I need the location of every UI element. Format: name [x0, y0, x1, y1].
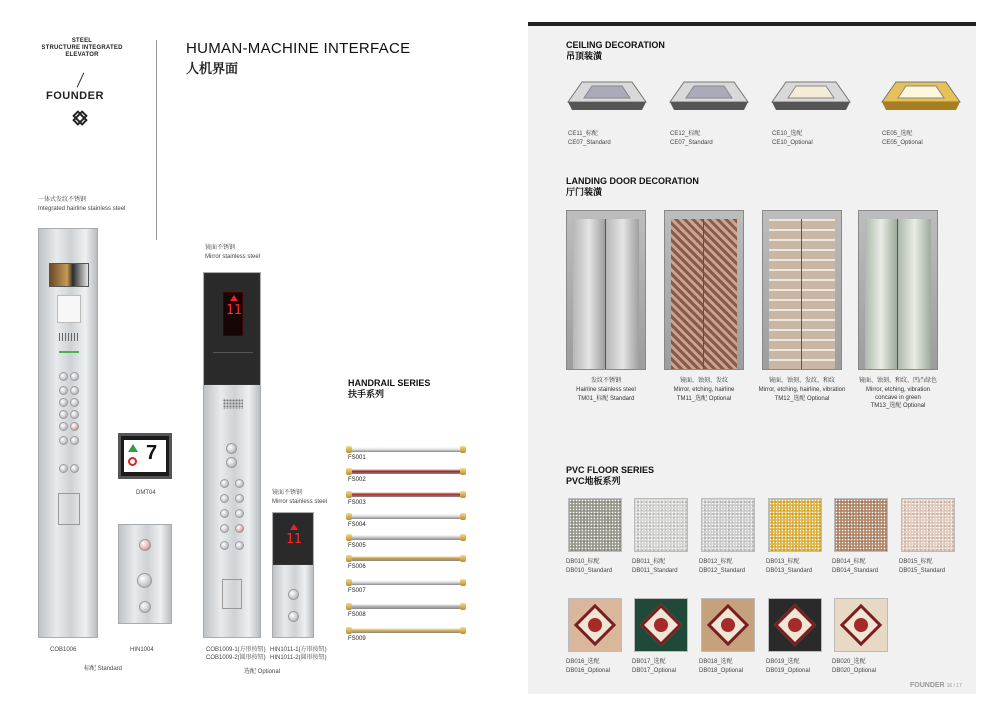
- hin1011-panel: [272, 512, 314, 638]
- handrail-code: FS005: [348, 543, 366, 549]
- landing-door-sample: [566, 210, 646, 370]
- floor-button[interactable]: [70, 410, 79, 419]
- page-title-cn: 人机界面: [186, 61, 239, 76]
- pvc-tile: [568, 498, 622, 552]
- door-en: Mirror, etching, vibration: [865, 387, 931, 393]
- pvc-code: DB018_选配: [699, 659, 733, 665]
- up-arrow-icon: [230, 295, 238, 301]
- no-smoking-icon: [128, 457, 137, 466]
- speaker-grille: [223, 399, 243, 409]
- handrail-title-cn: 扶手系列: [348, 389, 385, 399]
- pvc-sub: DB013_Standard: [766, 568, 813, 574]
- hall-down-button[interactable]: [139, 601, 151, 613]
- handrail-code: FS002: [348, 477, 366, 483]
- floor-button[interactable]: [70, 372, 79, 381]
- ceiling-title-cn: 吊顶装潢: [566, 51, 603, 61]
- ceiling-code: CE05_选配: [882, 131, 913, 137]
- cob1009-panel: [203, 272, 261, 638]
- door-cn: 镜面、蚀刻、发纹: [679, 378, 728, 384]
- mirror-note2-cn: 镜面不锈钢: [272, 490, 303, 496]
- floor-button[interactable]: [70, 436, 79, 445]
- pvc-code: DB014_标配: [832, 559, 866, 565]
- hin1004-label: HIN1004: [130, 647, 154, 653]
- hall-up-indicator: [139, 539, 151, 551]
- cob1009-label-2: COB1009-2(圆形按钮): [206, 655, 266, 661]
- brand-title-line3: ELEVATOR: [65, 52, 99, 58]
- call-button[interactable]: [226, 457, 237, 468]
- landing-door-sample: [858, 210, 938, 370]
- mirror-note-en: Mirror stainless steel: [205, 254, 261, 260]
- knot-logo-icon: [72, 110, 88, 126]
- ceiling-sample: [668, 80, 750, 120]
- handrail-sample: [348, 556, 464, 561]
- floor-button[interactable]: [220, 524, 229, 533]
- ceiling-sub: CE10_Optional: [772, 140, 813, 146]
- hin1011-floor-number: 11: [286, 532, 302, 547]
- alarm-button[interactable]: [235, 524, 244, 533]
- door-en: Mirror, etching, hairline, vibration: [758, 387, 846, 393]
- footer-page: 16 / 17: [946, 683, 962, 689]
- pvc-sub: DB016_Optional: [566, 668, 611, 674]
- landing-door-sample: [762, 210, 842, 370]
- door-title-en: LANDING DOOR DECORATION: [566, 176, 699, 186]
- handrail-sample: [348, 580, 464, 585]
- handrail-code: FS004: [348, 522, 366, 528]
- door-close-button[interactable]: [70, 464, 79, 473]
- ceiling-code: CE11_标配: [568, 131, 598, 137]
- door-code: TM12_选配 Optional: [774, 396, 830, 402]
- door-open-button[interactable]: [59, 464, 68, 473]
- pvc-code: DB015_标配: [899, 559, 933, 565]
- braille-strip: [59, 333, 79, 341]
- panel-info-label: [57, 295, 81, 323]
- floor-button[interactable]: [235, 494, 244, 503]
- hin1004-panel: [118, 524, 172, 624]
- door-code: TM01_标配 Standard: [577, 396, 635, 402]
- pvc-tile: [701, 598, 755, 652]
- floor-button[interactable]: [220, 494, 229, 503]
- floor-button[interactable]: [220, 479, 229, 488]
- pvc-code: DB013_标配: [766, 559, 800, 565]
- pvc-sub: DB010_Standard: [566, 568, 613, 574]
- ceiling-sample: [880, 80, 962, 120]
- pvc-code: DB020_选配: [832, 659, 866, 665]
- cob1009-red-screen: [223, 292, 243, 336]
- ceiling-sub: CE05_Optional: [882, 140, 923, 146]
- brand-title: [30, 38, 134, 59]
- ceiling-code: CE12_标配: [670, 131, 701, 137]
- pvc-tile: [634, 598, 688, 652]
- handrail-code: FS003: [348, 500, 366, 506]
- handrail-sample: [348, 604, 464, 609]
- ceiling-sub: CE07_Standard: [568, 140, 611, 146]
- pvc-code: DB016_选配: [566, 659, 600, 665]
- pvc-sub: DB017_Optional: [632, 668, 677, 674]
- hall-call-button[interactable]: [137, 573, 152, 588]
- floor-button[interactable]: [59, 398, 68, 407]
- door-cn: 镜面、蚀刻、和纹、凹凸绿色: [858, 378, 937, 384]
- pvc-tile: [701, 498, 755, 552]
- floor-button[interactable]: [59, 436, 68, 445]
- dmt04-floor-number: 7: [146, 442, 158, 464]
- service-box: [58, 493, 80, 525]
- footer: [910, 682, 962, 689]
- panel-screen: [49, 263, 89, 287]
- cob1006-label: COB1006: [50, 647, 77, 653]
- pvc-sub: DB020_Optional: [832, 668, 877, 674]
- handrail-sample: [348, 469, 464, 474]
- door-cn: 发纹不锈钢: [590, 378, 621, 384]
- pvc-code: DB012_标配: [699, 559, 733, 565]
- handrail-code: FS006: [348, 564, 366, 570]
- pvc-tile: [768, 598, 822, 652]
- handrail-sample: [348, 535, 464, 540]
- pvc-sub: DB011_Standard: [632, 568, 678, 574]
- floor-button[interactable]: [220, 509, 229, 518]
- cob1009-floor-number: 11: [226, 303, 242, 318]
- up-arrow-icon: [290, 524, 298, 530]
- up-arrow-icon: [128, 444, 138, 452]
- handrail-code: FS007: [348, 588, 366, 594]
- handrail-title-en: HANDRAIL SERIES: [348, 378, 431, 388]
- door-title-cn: 厅门装潢: [566, 187, 603, 197]
- floor-button[interactable]: [235, 479, 244, 488]
- floor-button[interactable]: [59, 410, 68, 419]
- brand-title-line2: STRUCTURE INTEGRATED: [41, 45, 123, 51]
- pvc-sub: DB018_Optional: [699, 668, 744, 674]
- brand-name: FOUNDER: [46, 90, 104, 102]
- pvc-tile: [568, 598, 622, 652]
- brand-title-line1: STEEL: [71, 38, 93, 44]
- pvc-sub: DB015_Standard: [899, 568, 946, 574]
- ceiling-sub: CE07_Standard: [670, 140, 713, 146]
- hin1011-label-1: HIN1011-1(方形按钮): [270, 647, 327, 653]
- handrail-sample: [348, 447, 464, 452]
- door-code: TM11_选配 Optional: [676, 396, 732, 402]
- hall-down-button[interactable]: [288, 611, 299, 622]
- pvc-tile: [634, 498, 688, 552]
- door-code: TM13_选配 Optional: [870, 403, 926, 409]
- call-button[interactable]: [226, 443, 237, 454]
- pvc-tile: [834, 498, 888, 552]
- handrail-sample: [348, 514, 464, 519]
- mirror-note2-en: Mirror stainless steel: [272, 499, 328, 505]
- ceiling-code: CE10_选配: [772, 131, 803, 137]
- door-cn: 镜面、蚀刻、发纹、和纹: [768, 378, 835, 384]
- pvc-code: DB011_标配: [632, 559, 666, 565]
- ceiling-title-en: CEILING DECORATION: [566, 40, 665, 50]
- handrail-code: FS009: [348, 636, 366, 642]
- floor-button[interactable]: [59, 422, 68, 431]
- ceiling-sample: [770, 80, 852, 120]
- floor-button[interactable]: [59, 372, 68, 381]
- door-open-button[interactable]: [220, 541, 229, 550]
- hall-up-button[interactable]: [288, 589, 299, 600]
- panel-main-note-cn: 一体式发纹不锈钢: [38, 197, 87, 203]
- footer-brand: FOUNDER: [910, 682, 945, 689]
- pvc-tile: [901, 498, 955, 552]
- pvc-sub: DB019_Optional: [766, 668, 811, 674]
- hin1011-label-2: HIN1011-2(圆形按钮): [270, 655, 327, 661]
- dmt04-label: DMT04: [136, 490, 156, 496]
- pvc-code: DB017_选配: [632, 659, 666, 665]
- pvc-title-cn: PVC地板系列: [566, 476, 621, 486]
- handrail-sample: [348, 492, 464, 497]
- door-en: Mirror, etching, hairline: [673, 387, 735, 393]
- floor-button[interactable]: [70, 386, 79, 395]
- optional-label: 选配 Optional: [244, 669, 281, 675]
- floor-button[interactable]: [70, 398, 79, 407]
- pvc-code: DB010_标配: [566, 559, 600, 565]
- pvc-sub: DB012_Standard: [699, 568, 746, 574]
- green-indicator: [59, 351, 79, 353]
- door-en2: concave in green: [875, 395, 921, 401]
- pvc-sub: DB014_Standard: [832, 568, 879, 574]
- door-en: Hairline stainless steel: [576, 387, 636, 393]
- dmt04-display: [118, 433, 172, 479]
- vertical-divider: [156, 40, 157, 240]
- floor-button[interactable]: [59, 386, 68, 395]
- pvc-title-en: PVC FLOOR SERIES: [566, 465, 655, 475]
- door-close-button[interactable]: [235, 541, 244, 550]
- landing-door-sample: [664, 210, 744, 370]
- pvc-tile: [834, 598, 888, 652]
- service-box: [222, 579, 242, 609]
- standard-label: 标配 Standard: [84, 666, 123, 672]
- cob1009-label-1: COB1009-1(方形按钮): [206, 647, 266, 653]
- handrail-code: FS008: [348, 612, 366, 618]
- mirror-note-cn: 镜面不锈钢: [205, 245, 236, 251]
- handrail-code: FS001: [348, 455, 366, 461]
- floor-button[interactable]: [235, 509, 244, 518]
- pvc-tile: [768, 498, 822, 552]
- hin1011-display: [273, 513, 313, 565]
- cob1006-panel: [38, 228, 98, 638]
- handrail-sample: [348, 628, 464, 633]
- pvc-code: DB019_选配: [766, 659, 800, 665]
- alarm-button[interactable]: [70, 422, 79, 431]
- dmt04-screen: [124, 440, 166, 472]
- ceiling-sample: [566, 80, 648, 120]
- slash-divider: [77, 73, 85, 88]
- cob1009-display: [204, 273, 260, 385]
- panel-main-note-en: Integrated hairline stainless steel: [38, 206, 126, 212]
- page-title-en: HUMAN-MACHINE INTERFACE: [186, 40, 411, 57]
- cob1009-info: [213, 352, 253, 372]
